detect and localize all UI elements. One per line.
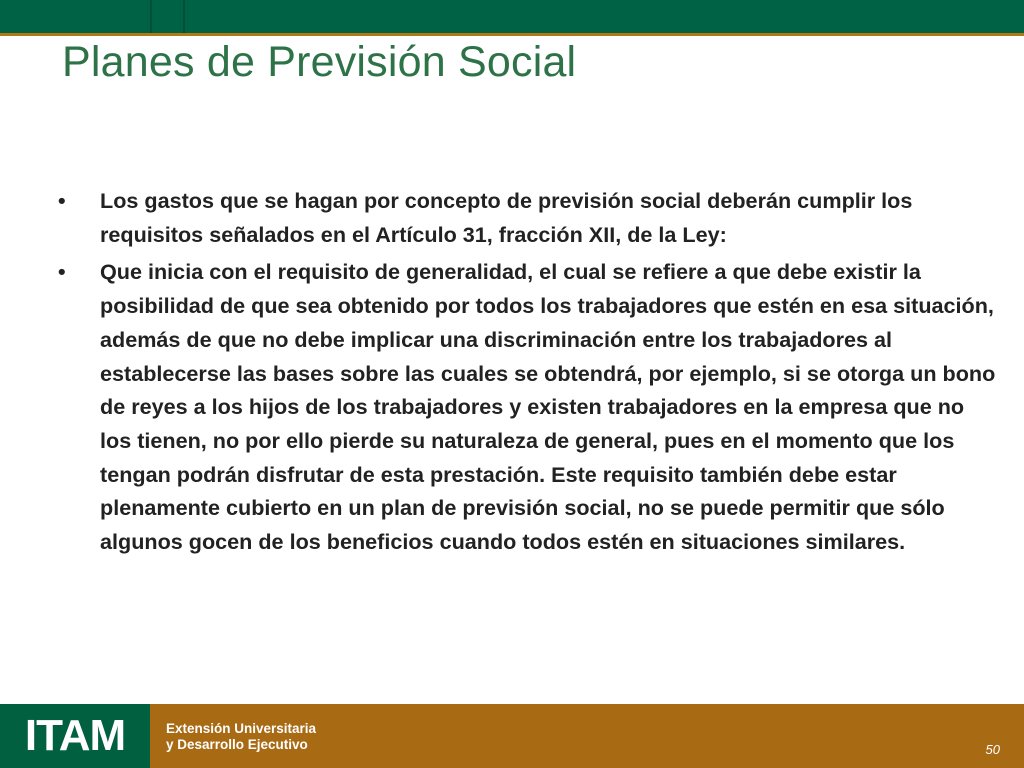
bullet-text: Que inicia con el requisito de generalidad, el cual se refiere a que debe existir la posibilidad de que sea obtenido por todos los trabajadores que estén en esa situación, además de que no debe implicar una discriminación entre los trabajadores al establecerse las bases sobre las cuales se obtendrá, por ejemplo, si se otorga un bono de reyes a los hijos de los trabajadores y existen trabajadores en la empresa que no los tienen, no por ello pierde su naturaleza de general, pues en el momento que los tengan podrán disfrutar de esta prestación. Este requisito también debe estar plenamente cubierto en un plan de previsión social, no se puede permitir que sólo algunos gocen de los beneficios cuando todos estén en situaciones similares. [100,259,996,555]
bullet-item [58,184,998,251]
header-divider [150,0,152,33]
bullet-text: Los gastos que se hagan por concepto de previsión social deberán cumplir los requisitos señalados en el Artículo 31, fracción XII, de la Ley: [100,188,913,247]
header-divider [183,0,185,33]
header-bar [0,0,1024,33]
logo-text: ITAM [24,711,126,760]
bullet-item [58,255,998,558]
bullet-icon: • [58,188,66,213]
footer-bar [0,704,1024,768]
footer-org-line1: Extensión Universitaria [166,721,317,736]
footer-org-line2: y Desarrollo Ejecutivo [166,737,308,752]
footer-organization [166,721,316,753]
itam-logo [0,704,150,768]
slide-title: Planes de Previsión Social [62,38,577,86]
bullet-icon: • [58,259,66,285]
bullet-list [58,184,998,563]
page-number: 50 [985,742,1000,757]
header-accent-rule [0,33,1024,36]
